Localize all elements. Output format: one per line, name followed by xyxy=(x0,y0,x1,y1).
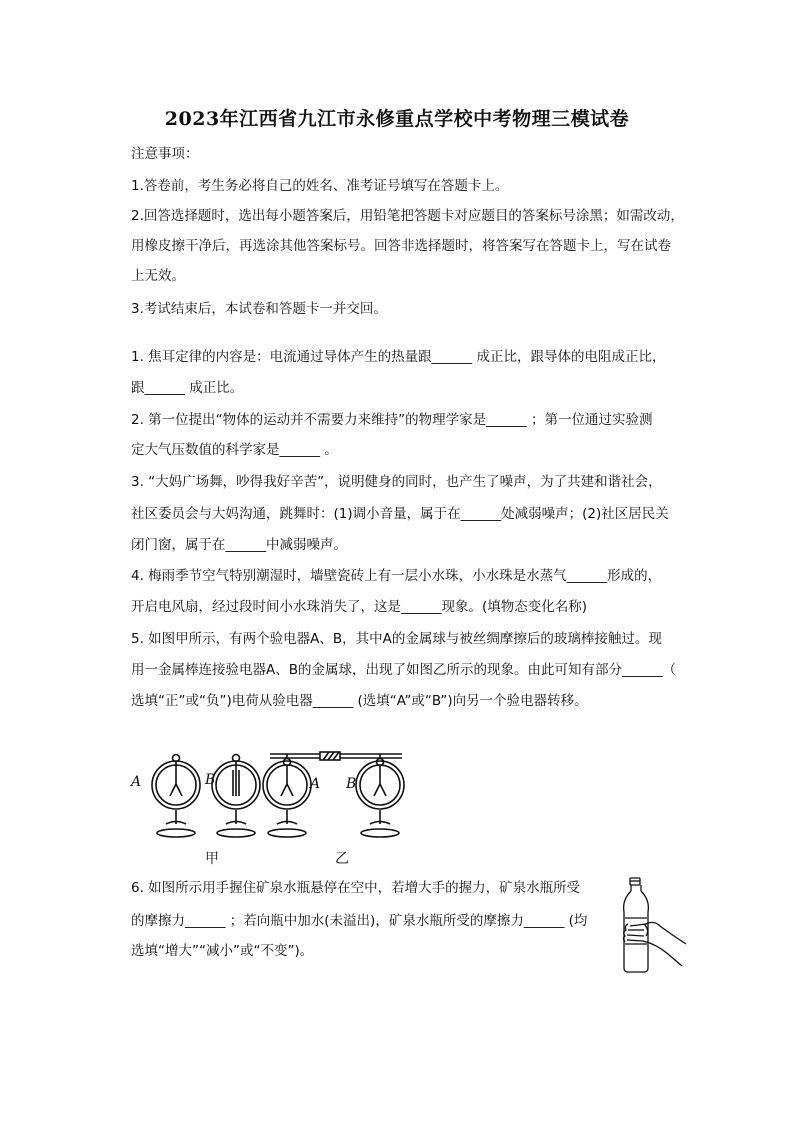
electroscope-a-left xyxy=(152,755,200,838)
question-3-line: 闭门窗，属于在______中减弱噪声。 xyxy=(131,537,347,553)
label-electroscope-a: A xyxy=(131,774,142,790)
question-4-line: 开启电风扇，经过段时间小水珠消失了，这是______现象。(填物态变化名称) xyxy=(131,599,588,615)
notice-item: 用橡皮擦干净后，再选涂其他答案标号。回答非选择题时，将答案写在答题卡上，写在试卷 xyxy=(131,238,671,254)
question-3-line: 社区委员会与大妈沟通，跳舞时：(1)调小音量，属于在______处减弱噪声；(2)社区居民关 xyxy=(131,506,669,522)
question-1-line: 1. 焦耳定律的内容是：电流通过导体产生的热量跟______ 成正比，跟导体的电阻成正比， xyxy=(131,349,666,365)
question-6-line: 的摩擦力______ ；若向瓶中加水(未溢出)，矿泉水瓶所受的摩擦力______ (均 xyxy=(131,913,588,929)
question-2-line: 2. 第一位提出“物体的运动并不需要力来维持”的物理学家是______ ；第一位通过实验测 xyxy=(131,412,653,428)
label-electroscope-b: B xyxy=(346,776,357,792)
question-6-line: 6. 如图所示用手握住矿泉水瓶悬停在空中，若增大手的握力，矿泉水瓶所受 xyxy=(131,880,581,896)
notice-heading: 注意事项： xyxy=(131,146,199,162)
notice-item: 2.回答选择题时，选出每小题答案后，用铅笔把答题卡对应题目的答案标号涂黑；如需改动， xyxy=(131,208,684,224)
electroscope-a-right xyxy=(263,754,311,837)
question-3-line: 3. “大妈广场舞，吵得我好辛苦”，说明健身的同时，也产生了噪声，为了共建和谐社会， xyxy=(131,474,662,490)
electroscope-figure xyxy=(120,740,420,850)
question-2-line: 定大气压数值的科学家是______ 。 xyxy=(131,442,338,458)
figure-caption-yi: 乙 xyxy=(335,851,349,867)
figure-caption-jia: 甲 xyxy=(205,851,219,867)
electroscope-b-right xyxy=(356,754,404,837)
question-5-line: 用一金属棒连接验电器A、B的金属球，出现了如图乙所示的现象。由此可知有部分______（ xyxy=(131,662,676,678)
label-electroscope-b: B xyxy=(205,772,216,788)
question-4-line: 4. 梅雨季节空气特别潮湿时，墙壁瓷砖上有一层小水珠，小水珠是水蒸气______形成的， xyxy=(131,568,662,584)
electroscope-b-left xyxy=(212,755,260,838)
question-5-line: 选填“正”或“负”)电荷从验电器______ (选填“A”或“B”)向另一个验电器转移。 xyxy=(131,693,588,709)
notice-item: 3.考试结束后，本试卷和答题卡一并交回。 xyxy=(131,301,387,317)
notice-item: 1.答卷前，考生务必将自己的姓名、准考证号填写在答题卡上。 xyxy=(131,178,509,194)
hand-bottle-illustration xyxy=(616,874,696,978)
page-title: 2023年江西省九江市永修重点学校中考物理三模试卷 xyxy=(164,108,630,130)
question-6-line: 选填“增大”“减小”或“不变”)。 xyxy=(131,943,314,959)
question-1-line: 跟______ 成正比。 xyxy=(131,380,244,396)
question-5-line: 5. 如图甲所示，有两个验电器A、B，其中A的金属球与被丝绸摩擦后的玻璃棒接触过。现 xyxy=(131,631,662,647)
notice-item: 上无效。 xyxy=(131,268,185,284)
label-electroscope-a: A xyxy=(310,776,321,792)
